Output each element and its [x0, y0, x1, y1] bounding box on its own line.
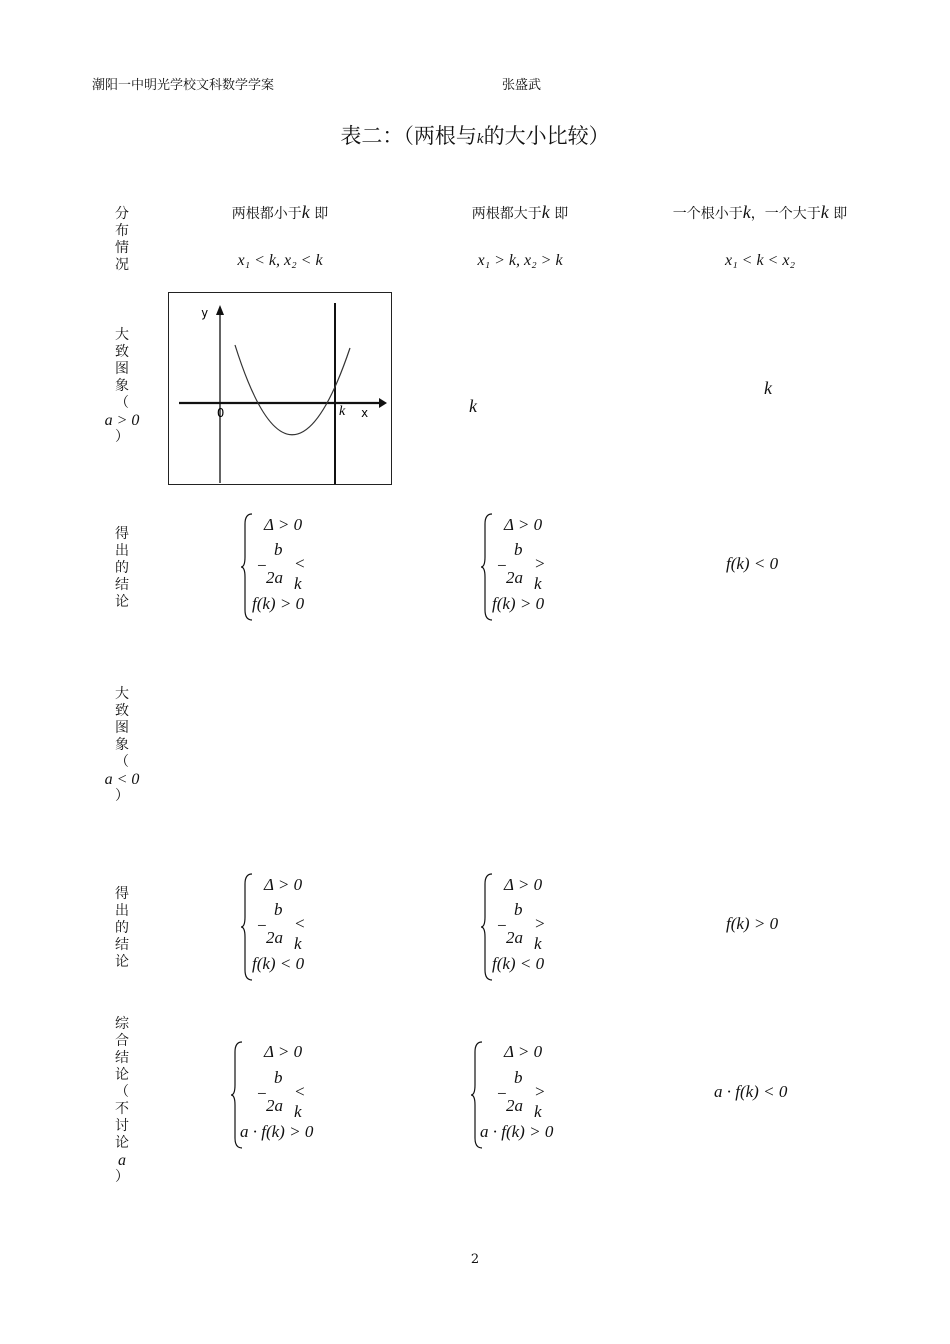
title-var: k — [476, 131, 484, 147]
graph-k-label-3: k — [764, 378, 772, 398]
minus-sign: − — [256, 916, 268, 935]
y-axis-arrow — [216, 305, 224, 315]
header-author: 张盛武 — [502, 78, 542, 93]
y-label: y — [201, 306, 209, 320]
head-text: 两根都大于 — [471, 206, 542, 222]
cond-delta: Δ > 0 — [264, 1042, 303, 1061]
label-char: 的 — [115, 920, 129, 936]
system-neg-col1 — [240, 872, 370, 982]
minus-sign: − — [256, 1084, 268, 1103]
x-axis-arrow — [379, 398, 387, 408]
label-char: 大 — [115, 327, 129, 343]
frac-compare: > k — [534, 1082, 546, 1121]
label-char: 论 — [115, 594, 129, 610]
head-text: ，一个大于 — [750, 206, 821, 222]
cond-delta: Δ > 0 — [504, 1042, 543, 1061]
system-pos-col2 — [480, 512, 610, 622]
parabola-curve — [235, 345, 350, 435]
cond-fk: f(k) > 0 — [492, 594, 545, 613]
cond-afk: a · f(k) > 0 — [480, 1122, 554, 1141]
frac-den: 2a — [266, 1096, 283, 1115]
minus-sign: − — [496, 916, 508, 935]
cond-fk: f(k) < 0 — [252, 954, 305, 973]
head-text: 两根都小于 — [231, 206, 302, 222]
frac-num: b — [274, 1068, 283, 1087]
parabola-graph — [168, 292, 392, 485]
label-char: 出 — [115, 903, 129, 919]
column-ineq-2: x₁ > k, x₂ > k — [477, 252, 563, 269]
system-combined-col2 — [470, 1040, 600, 1150]
frac-compare: < k — [294, 554, 306, 593]
label-char: 象 — [115, 737, 129, 753]
page-number: 2 — [470, 1252, 480, 1267]
label-char: ） — [115, 1169, 129, 1185]
cond-fk: f(k) < 0 — [492, 954, 545, 973]
graph-svg — [169, 293, 391, 484]
label-char: 布 — [115, 223, 129, 239]
column-head-1 — [200, 202, 360, 223]
system-neg-col2 — [480, 872, 610, 982]
column-head-2 — [440, 202, 600, 223]
label-char: 结 — [115, 577, 129, 593]
graph-k-label-2: k — [469, 396, 477, 416]
cond-delta: Δ > 0 — [504, 875, 543, 894]
frac-compare: > k — [534, 914, 546, 953]
page-title — [0, 120, 950, 150]
frac-den: 2a — [266, 568, 283, 587]
conclusion-neg-col3: f(k) > 0 — [726, 914, 779, 933]
minus-sign: − — [256, 556, 268, 575]
minus-sign: − — [496, 1084, 508, 1103]
x-label: x — [361, 406, 369, 420]
cond-fk: f(k) > 0 — [252, 594, 305, 613]
label-char: （ — [115, 754, 129, 770]
label-char: 论 — [115, 954, 129, 970]
title-suffix: 的大小比较） — [483, 124, 610, 148]
label-char: 情 — [115, 240, 129, 256]
label-char: 出 — [115, 543, 129, 559]
label-char: 得 — [115, 526, 129, 542]
label-char: ） — [115, 429, 129, 445]
frac-num: b — [274, 540, 283, 559]
label-condition: a > 0 — [104, 412, 140, 429]
frac-compare: < k — [294, 1082, 306, 1121]
column-ineq-3: x₁ < k < x₂ — [724, 252, 796, 269]
label-char: 讨 — [115, 1118, 129, 1134]
label-char: 得 — [115, 886, 129, 902]
row-label-graph-pos — [104, 327, 140, 446]
label-char: 不 — [115, 1101, 129, 1117]
head-text: 一个根小于 — [672, 206, 743, 222]
label-char: 的 — [115, 560, 129, 576]
frac-num: b — [514, 900, 523, 919]
frac-num: b — [274, 900, 283, 919]
origin-label: O — [217, 406, 225, 420]
frac-den: 2a — [266, 928, 283, 947]
column-ineq-1: x₁ < k, x₂ < k — [237, 252, 323, 269]
cond-delta: Δ > 0 — [264, 515, 303, 534]
label-char: 图 — [115, 361, 129, 377]
minus-sign: − — [496, 556, 508, 575]
label-char: 论 — [115, 1135, 129, 1151]
label-char: （ — [115, 395, 129, 411]
label-char: （ — [115, 1084, 129, 1100]
head-var: k — [301, 202, 310, 222]
label-char: 结 — [115, 1050, 129, 1066]
k-label: k — [339, 404, 346, 419]
title-prefix: 表二：（两根与 — [340, 124, 477, 148]
frac-num: b — [514, 540, 523, 559]
frac-den: 2a — [506, 1096, 523, 1115]
label-char: 图 — [115, 720, 129, 736]
label-char: 结 — [115, 937, 129, 953]
conclusion-combined-col3: a · f(k) < 0 — [714, 1082, 788, 1101]
cond-afk: a · f(k) > 0 — [240, 1122, 314, 1141]
label-char: 况 — [115, 257, 129, 273]
head-var: k — [742, 202, 751, 222]
head-var: k — [820, 202, 829, 222]
label-char: 大 — [115, 686, 129, 702]
label-char: 综 — [115, 1016, 129, 1032]
cond-delta: Δ > 0 — [264, 875, 303, 894]
label-char: 论 — [115, 1067, 129, 1083]
frac-num: b — [514, 1068, 523, 1087]
row-label-graph-neg — [104, 686, 140, 805]
row-label-distribution — [110, 206, 134, 274]
conclusion-pos-col3: f(k) < 0 — [726, 554, 779, 573]
head-var: k — [541, 202, 550, 222]
label-char: 合 — [115, 1033, 129, 1049]
frac-compare: > k — [534, 554, 546, 593]
label-var: a — [118, 1152, 126, 1169]
label-char: ） — [115, 788, 129, 804]
row-label-conclusion-neg — [110, 886, 134, 971]
frac-den: 2a — [506, 568, 523, 587]
cond-delta: Δ > 0 — [504, 515, 543, 534]
head-text: 即 — [833, 206, 848, 222]
label-char: 致 — [115, 344, 129, 360]
head-text: 即 — [314, 206, 329, 222]
header-left: 潮阳一中明光学校文科数学学案 — [92, 78, 275, 93]
system-combined-col1 — [230, 1040, 360, 1150]
row-label-conclusion-pos — [110, 526, 134, 611]
frac-den: 2a — [506, 928, 523, 947]
frac-compare: < k — [294, 914, 306, 953]
system-pos-col1 — [240, 512, 370, 622]
head-text: 即 — [554, 206, 569, 222]
label-char: 象 — [115, 378, 129, 394]
label-char: 致 — [115, 703, 129, 719]
column-head-3 — [630, 202, 890, 223]
label-condition: a < 0 — [104, 771, 140, 788]
row-label-combined — [110, 1016, 134, 1186]
label-char: 分 — [115, 206, 129, 222]
